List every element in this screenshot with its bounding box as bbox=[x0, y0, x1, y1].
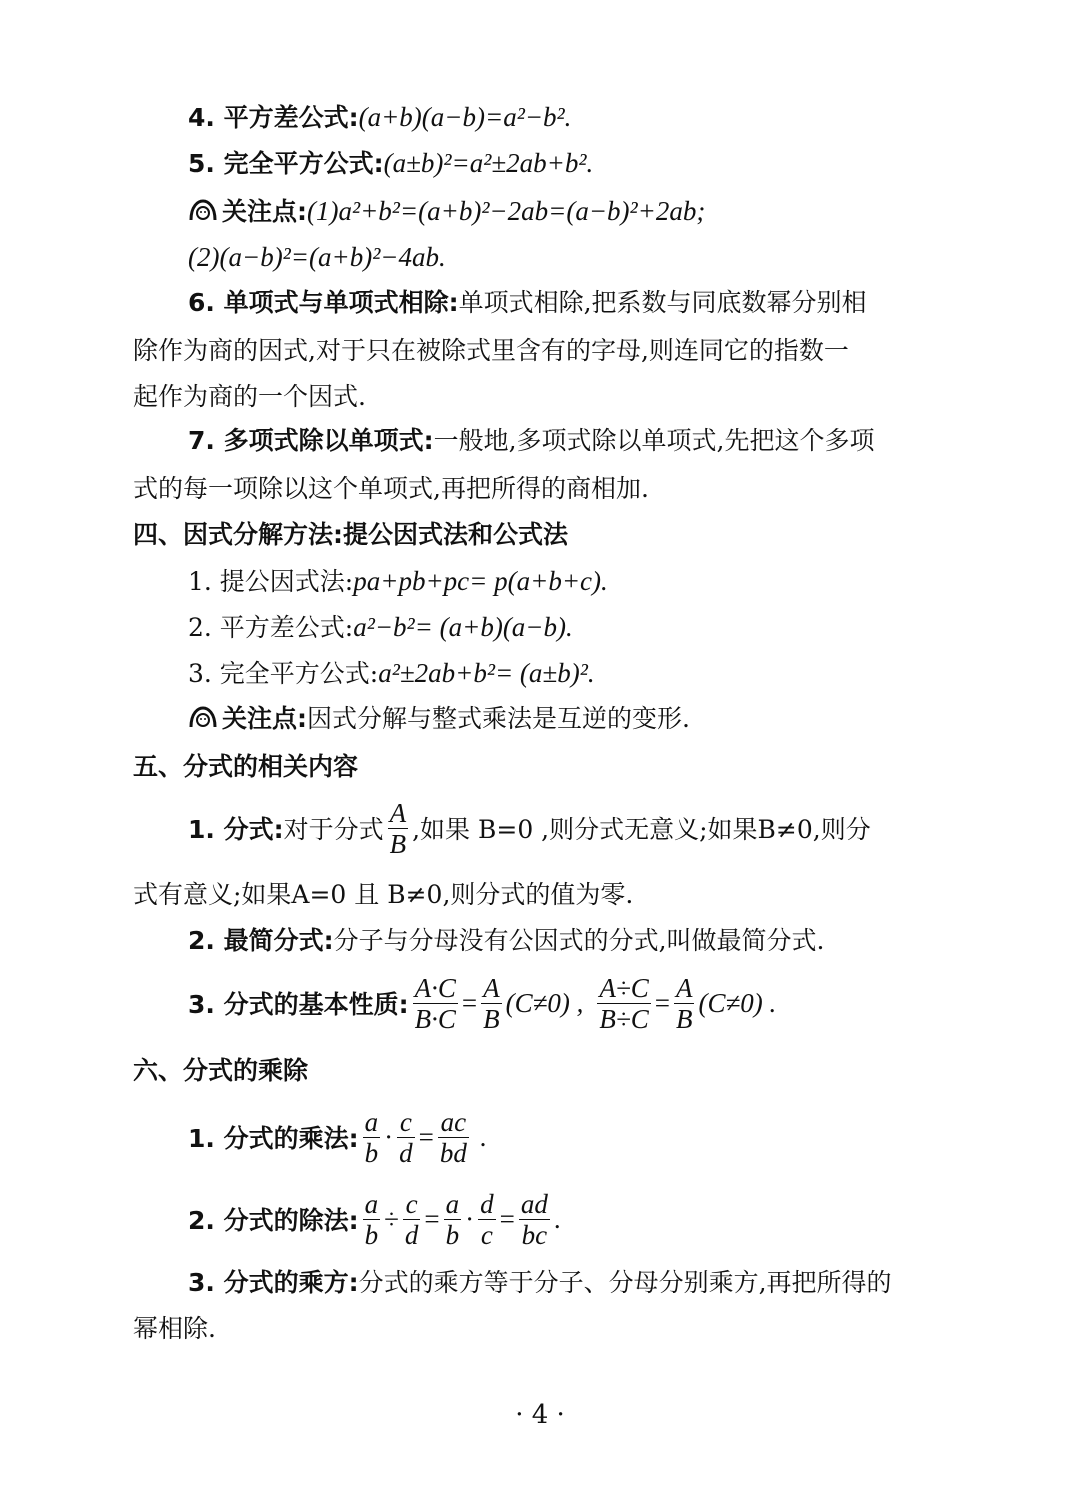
line-square-difference: 4. 平方差公式:(a+b)(a−b)=a²−b². bbox=[188, 102, 572, 132]
factor-perfect-square: 3. 完全平方公式:a²±2ab+b²= (a±b)². bbox=[188, 658, 595, 688]
section-heading-6: 六、分式的乘除 bbox=[133, 1056, 309, 1085]
frac-d-c: $\frac{d}{c}$ bbox=[480, 1188, 494, 1250]
fraction-a-b: $\frac{A}{B}$ bbox=[483, 972, 500, 1034]
item7-line1: 7. 多项式除以单项式:一般地,多项式除以单项式,先把这个多项 bbox=[188, 426, 875, 455]
frac-c-d: $\frac{c}{d}$ bbox=[404, 1188, 419, 1250]
note-factorization: 关注点:因式分解与整式乘法是互逆的变形. bbox=[188, 702, 690, 736]
fraction-ac-bc: $\frac{A\cdot C}{B\cdot C}$ bbox=[414, 972, 456, 1034]
simplest-fraction: 2. 最简分式:分子与分母没有公因式的分式,叫做最简分式. bbox=[188, 926, 825, 955]
fraction-a-b-2: $\frac{A}{B}$ bbox=[675, 972, 693, 1034]
item6-line2: 除作为商的因式,对于只在被除式里含有的字母,则连同它的指数一 bbox=[133, 336, 849, 365]
fraction-power-line2: 幂相除. bbox=[133, 1314, 216, 1343]
fraction-a-over-b: $\frac{A}{B}$ bbox=[389, 797, 407, 859]
note-icon bbox=[188, 705, 218, 731]
fraction-adivc-bdivc: $\frac{A\div C}{B\div C}$ bbox=[599, 972, 649, 1034]
fraction-multiplication: 1. 分式的乘法: $\frac{a}{b}$ · $\frac{c}{d}$ = $\frac{ac}{bd}$ . bbox=[188, 1106, 487, 1168]
fraction-definition-line1: 1. 分式: 对于分式 $\frac{A}{B}$ ,如果 B=0 ,则分式无意义;如果B≠0,则分 bbox=[188, 797, 871, 859]
factor-square-difference: 2. 平方差公式:a²−b²= (a+b)(a−b). bbox=[188, 612, 573, 642]
line-perfect-square: 5. 完全平方公式:(a±b)²=a²±2ab+b². bbox=[188, 148, 594, 178]
frac-a-b-2: $\frac{a}{b}$ bbox=[445, 1188, 460, 1250]
fraction-division: 2. 分式的除法: $\frac{a}{b}$ ÷ $\frac{c}{d}$ = $\frac{a}{b}$ · $\frac{d}{c}$ = $\frac{ad}{bc}$ . bbox=[188, 1188, 561, 1250]
frac-ad-bc: $\frac{ad}{bc}$ bbox=[520, 1188, 548, 1250]
page-number: · 4 · bbox=[515, 1400, 565, 1430]
frac-c-d: $\frac{c}{d}$ bbox=[399, 1106, 413, 1168]
note-line-1: 关注点:(1)a²+b²=(a+b)²−2ab=(a−b)²+2ab; bbox=[188, 194, 705, 229]
item7-line2: 式的每一项除以这个单项式,再把所得的商相加. bbox=[133, 474, 649, 503]
factor-common: 1. 提公因式法:pa+pb+pc= p(a+b+c). bbox=[188, 566, 608, 596]
fraction-definition-line2: 式有意义;如果A=0 且 B≠0,则分式的值为零. bbox=[133, 880, 634, 909]
frac-a-b: $\frac{a}{b}$ bbox=[364, 1106, 379, 1168]
section-heading-5: 五、分式的相关内容 bbox=[133, 752, 359, 781]
frac-a-b: $\frac{a}{b}$ bbox=[364, 1188, 379, 1250]
fraction-power-line1: 3. 分式的乘方:分式的乘方等于分子、分母分别乘方,再把所得的 bbox=[188, 1268, 892, 1297]
note-icon bbox=[188, 198, 218, 224]
item6-line1: 6. 单项式与单项式相除:单项式相除,把系数与同底数幂分别相 bbox=[188, 288, 867, 317]
section-heading-4: 四、因式分解方法:提公因式法和公式法 bbox=[133, 520, 568, 549]
fraction-basic-property: 3. 分式的基本性质: $\frac{A\cdot C}{B\cdot C}$ = $\frac{A}{B}$ (C≠0) , $\frac{A\div C}{B\div C}$ = $\frac{A}{B}$ (C≠0) . bbox=[188, 972, 777, 1034]
note-line-2: (2)(a−b)²=(a+b)²−4ab. bbox=[188, 242, 446, 272]
frac-ac-bd: $\frac{ac}{bd}$ bbox=[439, 1106, 467, 1168]
item6-line3: 起作为商的一个因式. bbox=[133, 382, 366, 411]
